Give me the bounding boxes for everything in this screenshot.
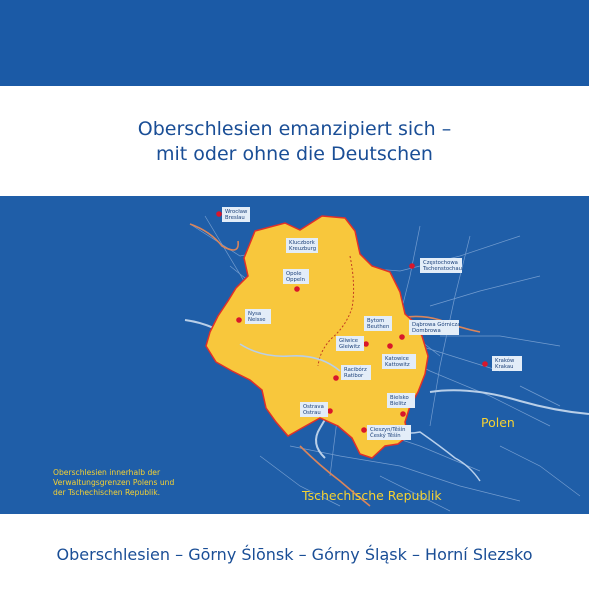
map-caption-line-3: der Tschechischen Republik. [53, 488, 161, 497]
city-label-katowice-line2: Kattowitz [385, 362, 410, 368]
city-label-bielsko-line2: Bielitz [390, 401, 407, 407]
city-label-katowice [382, 354, 416, 369]
map-caption-line-2: Verwaltungsgrenzen Polens und [53, 478, 175, 487]
region-names: Oberschlesien – Gōrny Ślōnsk – Górny Śląsk – Horní Slezsko [56, 545, 533, 564]
city-label-opole-line2: Oppeln [286, 277, 305, 283]
title-line-1: Oberschlesien emanzipiert sich – [137, 118, 452, 140]
title-line-2: mit oder ohne die Deutschen [156, 143, 433, 165]
city-label-nysa-line1: Nysa [248, 311, 262, 317]
city-label-gliwice-line1: Gliwice [339, 338, 359, 344]
map-caption [53, 468, 223, 498]
city-marker-czestochowa [409, 263, 415, 269]
city-label-czestochowa [420, 258, 462, 273]
city-label-ostrava-line1: Ostrava [303, 404, 324, 410]
city-label-cieszyn-line1: Cieszyn/Těšín [370, 427, 406, 433]
city-label-kluczbork-line1: Kluczbork [289, 240, 315, 246]
title-block [0, 86, 589, 196]
city-label-opole [283, 269, 309, 284]
city-label-bielsko [387, 393, 415, 408]
city-label-katowice-line1: Katowice [385, 356, 409, 362]
city-marker-katowice [387, 343, 393, 349]
city-marker-nysa [236, 317, 242, 323]
city-marker-krakow [482, 361, 488, 367]
map-caption-line-1: Oberschlesien innerhalb der [53, 468, 161, 477]
city-label-czestochowa-line1: Częstochowa [423, 260, 458, 266]
city-marker-wroclaw [216, 211, 222, 217]
city-label-krakow-line2: Krakau [495, 364, 514, 370]
city-label-opole-line1: Opole [286, 271, 302, 277]
map-panel [0, 196, 589, 514]
country-label-poland: Polen [481, 415, 515, 430]
city-label-wroclaw-line2: Breslau [225, 215, 245, 221]
city-label-kluczbork-line2: Kreuzburg [289, 246, 317, 252]
city-label-gliwice-line2: Gleiwitz [339, 344, 360, 350]
city-label-raciborz-line2: Ratibor [344, 373, 364, 379]
city-label-bytom [364, 316, 392, 331]
country-label-czech: Tschechische Republik [302, 488, 442, 503]
city-marker-cieszyn [361, 427, 367, 433]
city-marker-ostrava [327, 408, 333, 414]
city-label-wroclaw [222, 207, 250, 222]
city-label-bytom-line2: Beuthen [367, 324, 390, 330]
city-marker-bielsko [400, 411, 406, 417]
city-label-dabrowa [409, 320, 460, 335]
bottom-block [0, 514, 589, 599]
city-label-kluczbork [286, 238, 318, 253]
city-label-bielsko-line1: Bielsko [390, 395, 409, 401]
city-label-bytom-line1: Bytom [367, 318, 385, 324]
city-label-raciborz [341, 365, 371, 380]
top-band [0, 0, 589, 86]
city-label-cieszyn [367, 425, 411, 440]
city-label-nysa [245, 309, 271, 324]
upper-silesia-map [0, 196, 589, 514]
city-label-dabrowa-line2: Dombrowa [412, 328, 441, 334]
city-label-gliwice [336, 336, 364, 351]
city-label-nysa-line2: Neisse [248, 317, 266, 323]
city-marker-raciborz [333, 375, 339, 381]
city-marker-dabrowa [399, 334, 405, 340]
city-label-cieszyn-line2: Český Těšín [370, 433, 401, 439]
city-marker-opole [294, 286, 300, 292]
city-label-ostrava-line2: Ostrau [303, 410, 321, 416]
city-label-raciborz-line1: Racibórz [344, 367, 367, 373]
city-label-krakow [492, 356, 522, 371]
city-label-ostrava [300, 402, 328, 417]
city-label-dabrowa-line1: Dąbrowa Górnicza [412, 322, 461, 328]
city-label-wroclaw-line1: Wrocław [225, 209, 248, 215]
city-marker-gliwice [363, 341, 369, 347]
city-label-czestochowa-line2: Tschenstochau [423, 266, 462, 272]
city-label-krakow-line1: Kraków [495, 358, 515, 364]
